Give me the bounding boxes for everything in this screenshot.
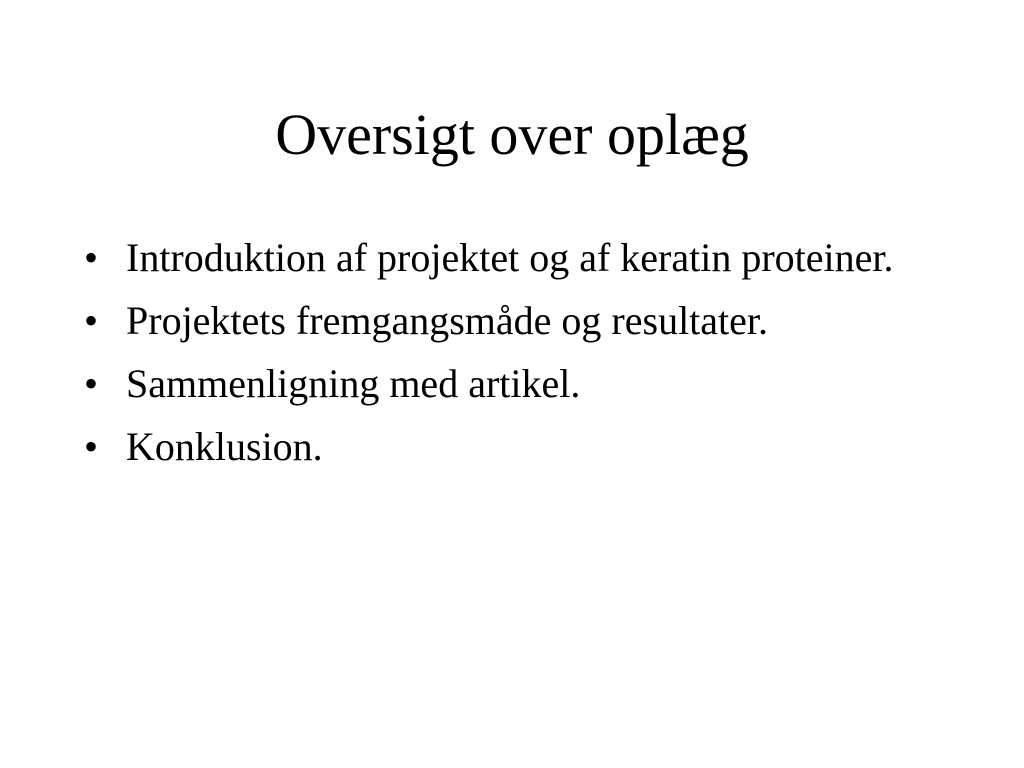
bullet-item-sammenligning (84, 358, 944, 410)
bullet-text: Introduktion af projektet og af keratin proteiner. (126, 235, 894, 280)
slide-title: Oversigt over oplæg (275, 102, 749, 167)
bullet-marker: • (84, 235, 99, 280)
bullet-marker: • (84, 298, 99, 343)
bullet-text: Konklusion. (126, 424, 323, 469)
bullet-item-fremgangsmaade (84, 295, 944, 347)
bullet-text: Projektets fremgangsmåde og resultater. (126, 298, 769, 343)
bullet-list (84, 232, 944, 484)
bullet-marker: • (84, 361, 99, 406)
bullet-text: Sammenligning med artikel. (126, 361, 581, 406)
bullet-item-konklusion (84, 421, 944, 473)
bullet-item-introduktion (84, 232, 944, 284)
bullet-marker: • (84, 424, 99, 469)
